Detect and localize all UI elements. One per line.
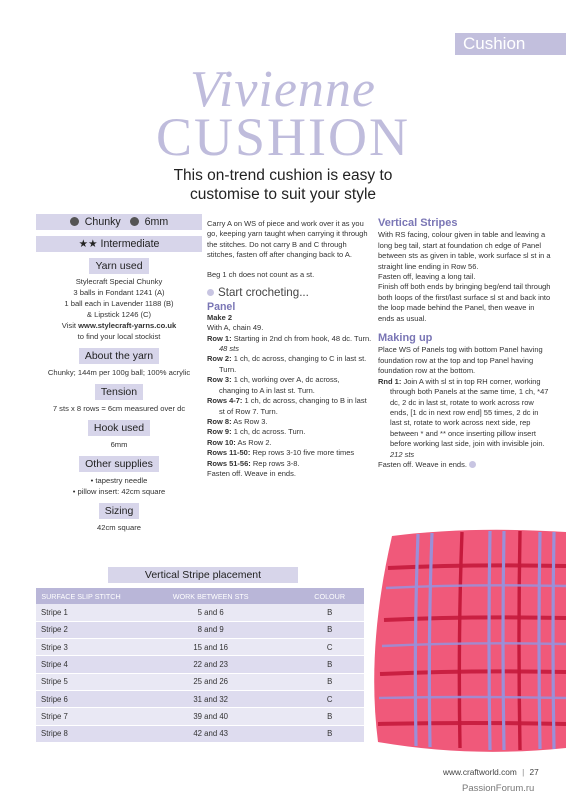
sizing-heading: Sizing <box>99 503 140 519</box>
specs-column <box>36 214 202 533</box>
intro-text <box>0 166 566 204</box>
other-supplies-list <box>36 475 202 497</box>
rows-51-56: Rows 51-56: Rep rows 3-8. <box>207 458 300 468</box>
page-footer <box>443 767 539 777</box>
intro-line-2: customise to suit your style <box>189 186 377 203</box>
yarn-used-heading: Yarn used <box>89 258 148 274</box>
table-row: Stripe 7 39 and 40 B <box>36 708 364 725</box>
supply-item: • tapestry needle <box>90 476 148 485</box>
section-badge: Cushion <box>455 33 566 55</box>
col-header: COLOUR <box>295 588 364 604</box>
stripes-paragraph-2: Fasten off, leaving a long tail. <box>378 272 476 282</box>
yarn-line: 1 ball each in Lavender 1188 (B) <box>64 299 174 308</box>
visit-line <box>36 320 202 331</box>
table-row: Stripe 6 31 and 32 C <box>36 690 364 707</box>
bullet-dot <box>207 289 214 296</box>
intro-line-1: This on-trend cushion is easy to <box>173 167 393 184</box>
making-up-heading: Making up <box>378 332 433 345</box>
table-row: Stripe 3 15 and 16 C <box>36 639 364 656</box>
col-header: WORK BETWEEN STS <box>126 588 295 604</box>
carry-paragraph: Carry A on WS of piece and work over it as you go, keeping yarn taught when carrying it through the stitches. Do not carry B and C through stitches, fasten off after changing back to A. <box>207 219 368 260</box>
instructions-column <box>207 219 372 479</box>
cushion-photo <box>370 528 566 754</box>
footer-separator: | <box>522 767 525 777</box>
level-pill: ★★ Intermediate <box>36 236 202 252</box>
weight-hook-pill <box>36 214 202 230</box>
row-10: Row 10: As Row 2. <box>207 437 272 447</box>
visit-word: Visit <box>61 321 77 330</box>
title-vivienne: Vivienne <box>189 61 377 118</box>
other-supplies-heading: Other supplies <box>79 456 159 472</box>
making-paragraph: Place WS of Panels tog with bottom Panel having foundation row at the top and top Panel having foundation row at the bottom. <box>378 345 543 376</box>
finishing-column <box>378 218 551 470</box>
tension-text: 7 sts x 8 rows = 6cm measured over dc <box>52 404 186 413</box>
yarn-line: 3 balls in Fondant 1241 (A) <box>73 288 165 297</box>
vertical-stripes-heading: Vertical Stripes <box>378 217 458 229</box>
final-fasten: Fasten off. Weave in ends. <box>378 460 551 470</box>
watermark: PassionForum.ru <box>462 783 535 794</box>
hook-used-heading: Hook used <box>88 420 150 436</box>
about-yarn-text: Chunky; 144m per 100g ball; 100% acrylic <box>47 368 191 377</box>
table-row: Stripe 5 25 and 26 B <box>36 673 364 690</box>
row-2: Row 2: 1 ch, dc across, changing to C in last st. Turn. <box>207 354 367 374</box>
col-header: SURFACE SLIP STITCH <box>36 588 126 604</box>
rows-11-50: Rows 11-50: Rep rows 3-10 five more times <box>207 448 355 458</box>
sizing-text: 42cm square <box>97 523 141 532</box>
table-row: Stripe 8 42 and 43 B <box>36 725 364 742</box>
table-title: Vertical Stripe placement <box>108 567 298 583</box>
row-3: Row 3: 1 ch, working over A, dc across, changing to A in last st. Turn. <box>207 375 340 395</box>
bullet-dot <box>469 461 476 468</box>
weight-label: Chunky <box>84 216 121 228</box>
fasten-off: Fasten off. Weave in ends. <box>207 468 296 478</box>
hook-icon <box>130 217 139 226</box>
make-2: Make 2 <box>207 312 233 322</box>
table-row: Stripe 1 5 and 6 B <box>36 604 364 621</box>
yarn-line: Stylecraft Special Chunky <box>75 277 163 286</box>
rnd-1: Rnd 1: Join A with sl st in top RH corner, working through both Panels at the same time, 1 ch, *47 dc, 2 dc in last st, rotate to work across row ends, [1 dc in next row end] 55 times, 2 dc in last st, rotate to work across next side, rep between * and ** once inserting pillow insert before working last side, join with invisible join. 212 sts <box>378 376 549 459</box>
supply-item: • pillow insert: 42cm square <box>72 487 166 496</box>
hook-used-text: 6mm <box>110 440 128 449</box>
row-8: Row 8: As Row 3. <box>207 416 268 426</box>
site-url[interactable]: www.craftworld.com <box>443 767 517 777</box>
stylecraft-link[interactable]: www.stylecraft-yarns.co.uk <box>78 321 177 330</box>
yarn-ball-icon <box>70 217 79 226</box>
start-text: Start crocheting... <box>218 286 309 300</box>
yarn-line: & Lipstick 1246 (C) <box>86 310 152 319</box>
stripes-paragraph-1: With RS facing, colour given in table and leaving a long beg tail, start at foundation ch edge of Panel between sts as given in table, work surface sl st in a straight line ending in Row 56. <box>378 230 551 271</box>
yarn-used-text <box>36 276 202 342</box>
table-row: Stripe 2 8 and 9 B <box>36 621 364 638</box>
beg-note: Beg 1 ch does not count as a st. <box>207 269 315 279</box>
title-cushion: CUSHION <box>155 107 411 167</box>
page-number: 27 <box>529 767 539 777</box>
stripes-paragraph-3: Finish off both ends by bringing beg/end tail through both loops of the first/last surface sl st and back into the loop made behind the Panel, then weave in ends as usual. <box>378 282 551 323</box>
tension-heading: Tension <box>95 384 143 400</box>
visit-after: to find your local stockist <box>77 332 161 341</box>
panel-heading: Panel <box>207 301 236 314</box>
about-yarn-heading: About the yarn <box>79 348 159 364</box>
row-1: Row 1: Starting in 2nd ch from hook, 48 dc. Turn. 48 sts <box>207 333 372 354</box>
hook-size: 6mm <box>144 216 169 228</box>
stripe-placement-table <box>36 588 364 743</box>
table-header-row <box>36 588 364 604</box>
start-crocheting-heading <box>207 288 372 298</box>
table-row: Stripe 4 22 and 23 B <box>36 656 364 673</box>
chain-line: With A, chain 49. <box>207 323 264 333</box>
rows-4-7: Rows 4-7: 1 ch, dc across, changing to B in last st of Row 7. Turn. <box>207 396 367 416</box>
row-9: Row 9: 1 ch, dc across. Turn. <box>207 427 306 437</box>
